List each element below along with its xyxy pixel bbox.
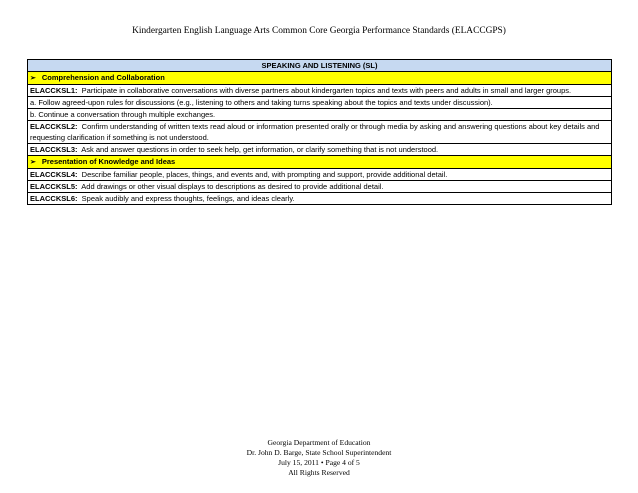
standard-cell (28, 169, 612, 181)
standard-code-separator: : (75, 182, 78, 191)
standard-cell (28, 85, 612, 97)
standard-text: b. Continue a conversation through multiple exchanges. (30, 110, 216, 119)
standards-table (27, 59, 612, 205)
subsection-label: Presentation of Knowledge and Ideas (41, 157, 176, 166)
subsection-heading (28, 72, 612, 85)
subsection-heading (28, 156, 612, 169)
standard-code-separator: : (75, 170, 78, 179)
standard-text: Add drawings or other visual displays to descriptions as desired to provide additional detail. (77, 182, 384, 191)
arrow-bullet-icon: ➢ (30, 159, 36, 166)
standard-cell (28, 181, 612, 193)
standard-text: a. Follow agreed-upon rules for discussions (e.g., listening to others and taking turns speaking about the topics and texts under discussion). (30, 98, 493, 107)
standard-row (28, 144, 612, 156)
arrow-bullet-icon: ➢ (30, 75, 36, 82)
page-footer (0, 438, 638, 478)
standard-cell (28, 144, 612, 156)
standard-row (28, 181, 612, 193)
footer-date: July 15, 2011 (278, 458, 319, 467)
footer-organization: Georgia Department of Education (267, 438, 371, 447)
footer-page-number: Page 4 of 5 (325, 458, 360, 467)
standard-code: ELACCKSL3 (30, 145, 76, 154)
standard-row (28, 97, 612, 109)
standard-text: Describe familiar people, places, things, and events and, with prompting and support, provide additional detail. (77, 170, 448, 179)
page-header: Kindergarten English Language Arts Common Core Georgia Performance Standards (ELACCGPS) (132, 26, 506, 36)
footer-rights: All Rights Reserved (288, 468, 350, 477)
standard-row (28, 85, 612, 97)
section-header-row (28, 60, 612, 72)
standard-code-separator: : (75, 122, 78, 131)
subsection-label: Comprehension and Collaboration (41, 73, 165, 82)
standard-cell (28, 109, 612, 121)
subsection-row (28, 72, 612, 85)
standard-text: Participate in collaborative conversations with diverse partners about kindergarten topics and texts with peers and adults in small and larger groups. (77, 86, 572, 95)
standard-cell (28, 193, 612, 205)
standard-row (28, 109, 612, 121)
standard-code-separator: : (75, 86, 78, 95)
standard-text: Ask and answer questions in order to seek help, get information, or clarify something that is not understood. (77, 145, 439, 154)
standard-row (28, 193, 612, 205)
standard-code-separator: : (75, 145, 78, 154)
standard-cell (28, 121, 612, 144)
bullet-icon: • (320, 458, 324, 467)
footer-superintendent: Dr. John D. Barge, State School Superintendent (246, 448, 392, 457)
footer-date-page (0, 458, 638, 468)
section-title: SPEAKING AND LISTENING (SL) (28, 60, 612, 72)
standard-code: ELACCKSL2 (30, 122, 76, 131)
standard-text: Speak audibly and express thoughts, feelings, and ideas clearly. (77, 194, 295, 203)
standard-code: ELACCKSL6 (30, 194, 76, 203)
standard-cell (28, 97, 612, 109)
standard-row (28, 121, 612, 144)
standard-code: ELACCKSL4 (30, 170, 76, 179)
standard-code-separator: : (75, 194, 78, 203)
standard-code: ELACCKSL1 (30, 86, 76, 95)
standard-row (28, 169, 612, 181)
standard-text: Confirm understanding of written texts read aloud or information presented orally or through media by asking and answering questions about key details and requesting clarification if something is not understood. (30, 122, 602, 142)
standard-code: ELACCKSL5 (30, 182, 76, 191)
subsection-row (28, 156, 612, 169)
